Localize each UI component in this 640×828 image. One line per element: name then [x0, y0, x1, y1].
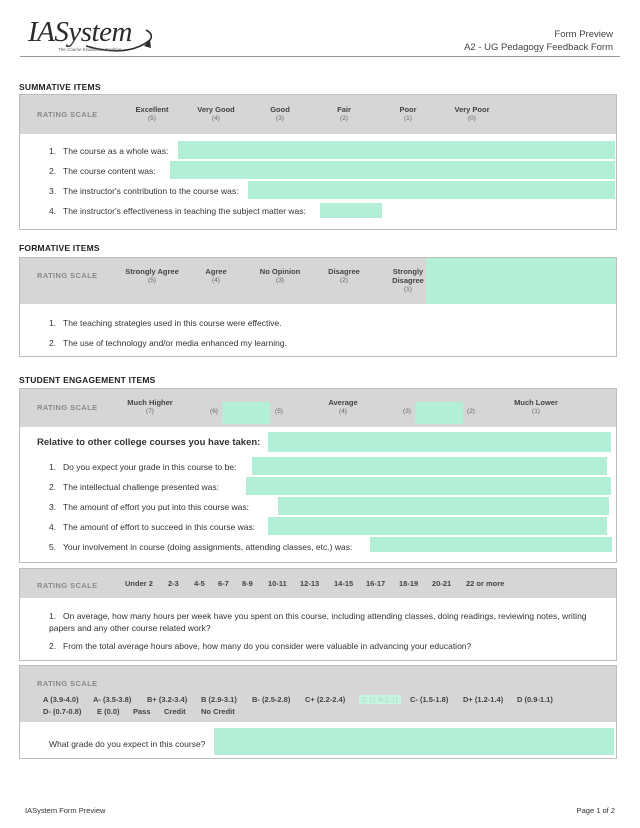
- hours-opt-18-19: 18-19: [399, 579, 419, 588]
- footer-page-number: Page 1 of 2: [576, 806, 615, 815]
- hours-opt-20-21: 20-21: [432, 579, 452, 588]
- rating-scale-label: RATING SCALE: [37, 271, 98, 280]
- page-header: [0, 0, 640, 58]
- form-preview-label: Form Preview: [554, 29, 613, 40]
- engagement-item-5[interactable]: 5. Your involvement in course (doing assignments, attending classes, etc.) was:: [49, 542, 353, 552]
- hours-opt-6-7: 6-7: [218, 579, 229, 588]
- highlight-answer: [178, 141, 615, 159]
- summative-item-1[interactable]: 1. The course as a whole was:: [49, 146, 169, 156]
- hours-opt-14-15: 14-15: [334, 579, 354, 588]
- scale-col-agree: Agree (4): [205, 267, 227, 284]
- scale-col-fair: Fair (2): [337, 105, 351, 122]
- engagement-section: [19, 388, 617, 563]
- grade-opt: Credit: [164, 707, 186, 716]
- scale-col-very-good: Very Good (4): [197, 105, 235, 122]
- grade-question[interactable]: What grade do you expect in this course?: [49, 739, 206, 749]
- scale-col-strongly-agree: Strongly Agree (5): [125, 267, 179, 284]
- scale-col-disagree: Disagree (2): [328, 267, 360, 284]
- scale-col-much-lower: Much Lower (1): [514, 398, 558, 415]
- highlight-answer: [170, 161, 615, 179]
- grade-opt: Pass: [133, 707, 151, 716]
- summative-item-2[interactable]: 2. The course content was:: [49, 166, 156, 176]
- grade-opt-selected: C (1.9-2.1): [359, 695, 401, 704]
- scale-col-excellent: Excellent (5): [135, 105, 169, 122]
- engagement-item-3[interactable]: 3. The amount of effort you put into this course was:: [49, 502, 249, 512]
- engagement-item-1[interactable]: 1. Do you expect your grade in this course to be:: [49, 462, 237, 472]
- grade-opt: C- (1.5-1.8): [410, 695, 449, 704]
- formative-item-2[interactable]: 2. The use of technology and/or media enhanced my learning.: [49, 338, 287, 348]
- scale-col-much-higher: Much Higher (7): [127, 398, 173, 415]
- highlight-answer: [222, 402, 270, 424]
- grade-opt: B (2.9-3.1): [201, 695, 237, 704]
- grade-opt: C+ (2.2-2.4): [305, 695, 346, 704]
- scale-col-good: Good (3): [270, 105, 290, 122]
- grade-opt: No Credit: [201, 707, 235, 716]
- footer-left: IASystem Form Preview: [25, 806, 106, 815]
- highlight-answer: [252, 457, 607, 475]
- header-divider: [20, 56, 620, 57]
- hours-opt-8-9: 8-9: [242, 579, 253, 588]
- engagement-title: STUDENT ENGAGEMENT ITEMS: [19, 375, 156, 385]
- rating-scale-label: RATING SCALE: [37, 110, 98, 119]
- engagement-item-4[interactable]: 4. The amount of effort to succeed in this course was:: [49, 522, 256, 532]
- rating-scale-label: RATING SCALE: [37, 581, 98, 590]
- scale-col-5: (5): [275, 408, 283, 415]
- summative-title: SUMMATIVE ITEMS: [19, 82, 101, 92]
- grade-opt: A (3.9-4.0): [43, 695, 79, 704]
- scale-col-3: (3): [403, 408, 411, 415]
- formative-section: [19, 257, 617, 357]
- highlight-answer: [278, 497, 609, 515]
- grade-opt: D (0.9-1.1): [517, 695, 553, 704]
- formative-rating-scale: [20, 258, 616, 304]
- scale-col-very-poor: Very Poor (0): [454, 105, 490, 122]
- grade-opt: D- (0.7-0.8): [43, 707, 82, 716]
- grade-opt: B+ (3.2-3.4): [147, 695, 188, 704]
- hours-opt-10-11: 10-11: [268, 579, 287, 588]
- grade-opt: E (0.0): [97, 707, 120, 716]
- hours-opt-16-17: 16-17: [366, 579, 386, 588]
- hours-opt-2-3: 2-3: [168, 579, 179, 588]
- engagement-rating-scale: [20, 389, 616, 427]
- highlight-answer: [426, 258, 616, 304]
- grades-rating-scale: [20, 666, 616, 722]
- logo-wordmark: IASystem: [28, 16, 132, 48]
- hours-item-1[interactable]: 1. On average, how many hours per week have you spent on this course, including attending classes, doing readings, reviewing notes, writing papers and any other course related work?: [49, 611, 587, 633]
- rating-scale-label: RATING SCALE: [37, 679, 98, 688]
- formative-title: FORMATIVE ITEMS: [19, 243, 100, 253]
- header-info: [464, 29, 613, 54]
- highlight-answer: [214, 728, 614, 755]
- logo-tagline: The Course Evaluation Soultion: [58, 47, 122, 52]
- hours-section: [19, 568, 617, 661]
- scale-col-2: (2): [467, 408, 475, 415]
- grade-opt: A- (3.5-3.8): [93, 695, 132, 704]
- form-name: A2 - UG Pedagogy Feedback Form: [464, 41, 613, 53]
- highlight-answer: [370, 537, 612, 552]
- grade-opt: B- (2.5-2.8): [252, 695, 291, 704]
- rating-scale-label: RATING SCALE: [37, 403, 98, 412]
- formative-item-1[interactable]: 1. The teaching strategies used in this course were effective.: [49, 318, 282, 328]
- highlight-answer: [320, 203, 382, 218]
- scale-col-strongly-disagree: Strongly Disagree (1): [392, 267, 424, 293]
- scale-col-poor: Poor (1): [399, 105, 417, 122]
- summative-rating-scale: [20, 95, 616, 134]
- hours-opt-under-2: Under 2: [125, 579, 153, 588]
- engagement-item-2[interactable]: 2. The intellectual challenge presented was:: [49, 482, 219, 492]
- highlight-answer: [268, 517, 607, 535]
- highlight-answer: [415, 402, 463, 424]
- hours-rating-scale: [20, 569, 616, 598]
- iasystem-logo: [28, 16, 158, 54]
- scale-col-6: (6): [210, 408, 218, 415]
- scale-col-no-opinion: No Opinion (3): [259, 267, 301, 284]
- engagement-prompt: Relative to other college courses you have taken:: [37, 437, 261, 448]
- highlight-answer: [246, 477, 611, 495]
- highlight-answer: [268, 432, 611, 452]
- hours-opt-22-or-more: 22 or more: [466, 579, 505, 588]
- highlight-answer: [248, 181, 615, 199]
- hours-opt-4-5: 4-5: [194, 579, 205, 588]
- hours-item-2[interactable]: 2. From the total average hours above, how many do you consider were valuable in advancing your education?: [49, 641, 472, 651]
- grades-section: [19, 665, 617, 759]
- scale-col-average: Average (4): [328, 398, 358, 415]
- summative-item-4[interactable]: 4. The instructor's effectiveness in teaching the subject matter was:: [49, 206, 306, 216]
- summative-section: [19, 94, 617, 230]
- grade-opt: D+ (1.2-1.4): [463, 695, 504, 704]
- hours-opt-12-13: 12-13: [300, 579, 320, 588]
- summative-item-3[interactable]: 3. The instructor's contribution to the course was:: [49, 186, 239, 196]
